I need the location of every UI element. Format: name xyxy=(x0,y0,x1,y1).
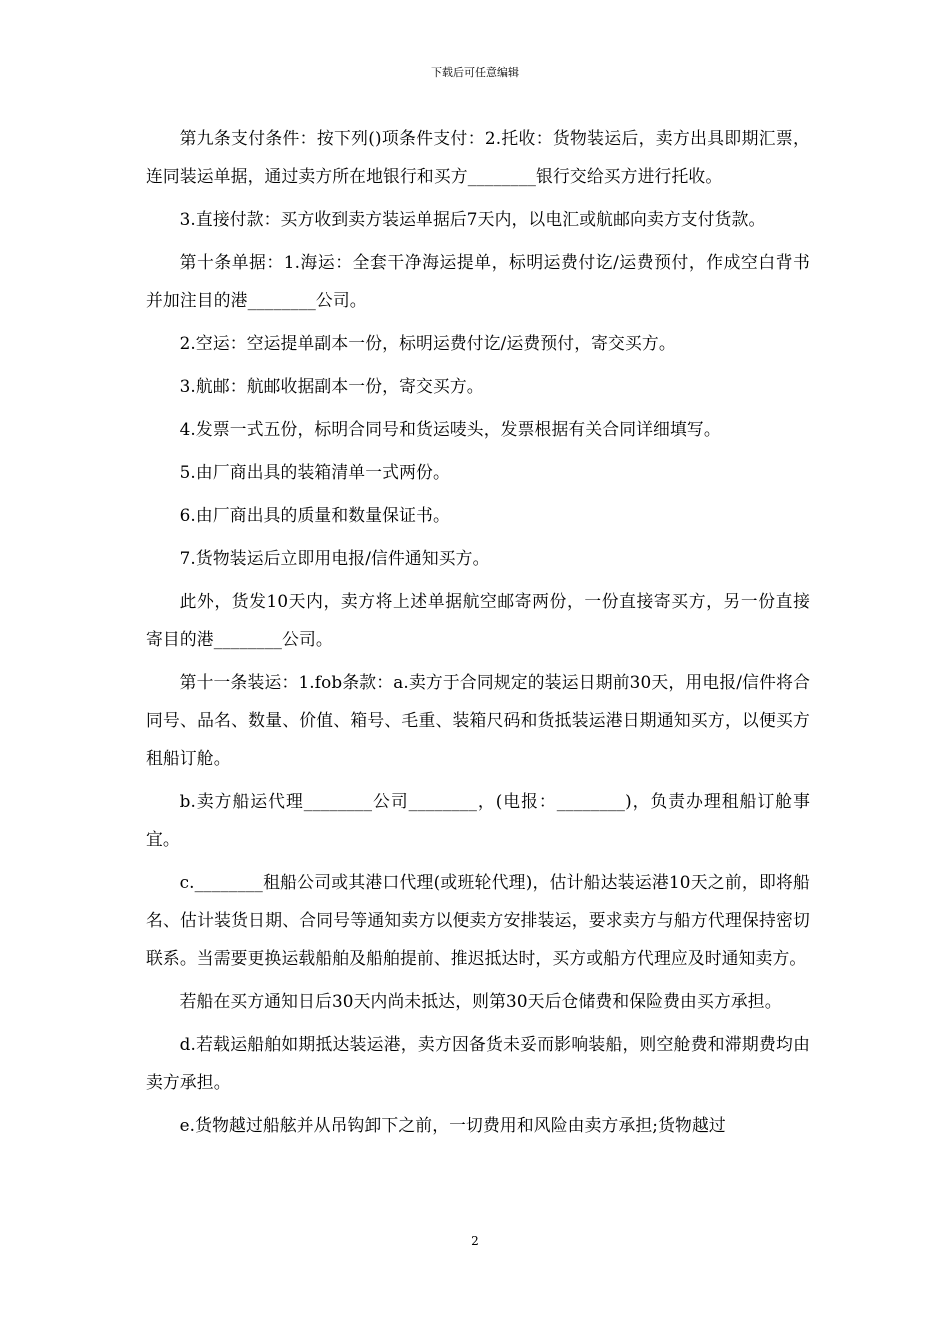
paragraph-article-11-shipment: 第十一条装运：1.fob条款：a.卖方于合同规定的装运日期前30天，用电报/信件将合同号、品名、数量、价值、箱号、毛重、装箱尺码和货抵装运港日期通知买方，以便买方租船订舱。 xyxy=(146,672,810,768)
page-header: 下载后可任意编辑 xyxy=(431,66,519,79)
paragraph-dead-freight: d.若载运船舶如期抵达装运港，卖方因备货未妥而影响装船，则空舱费和滞期费均由卖方承担。 xyxy=(146,1034,810,1092)
paragraph-packing-list: 5.由厂商出具的装箱清单一式两份。 xyxy=(179,462,450,482)
paragraph-article-9-collection: 第九条支付条件：按下列()项条件支付：2.托收：货物装运后，卖方出具即期汇票，连同装运单据，通过卖方所在地银行和买方________银行交给买方进行托收。 xyxy=(146,128,810,186)
paragraph-shipping-agent: b.卖方船运代理________公司________，(电报：________)，负责办理租船订舱事宜。 xyxy=(146,791,810,849)
paragraph-document-mailing: 此外，货发10天内，卖方将上述单据航空邮寄两份，一份直接寄买方，另一份直接寄目的港________公司。 xyxy=(146,591,810,649)
paragraph-vessel-delay: 若船在买方通知日后30天内尚未抵达，则第30天后仓储费和保险费由买方承担。 xyxy=(179,991,782,1011)
page-number: 2 xyxy=(471,1234,479,1248)
paragraph-risk-transfer: e.货物越过船舷并从吊钩卸下之前，一切费用和风险由卖方承担;货物越过 xyxy=(179,1115,726,1135)
document-body xyxy=(146,119,810,1149)
paragraph-invoice: 4.发票一式五份，标明合同号和货运唛头，发票根据有关合同详细填写。 xyxy=(179,419,721,439)
paragraph-direct-payment: 3.直接付款：买方收到卖方装运单据后7天内，以电汇或航邮向卖方支付货款。 xyxy=(179,209,766,229)
paragraph-shipment-notice: 7.货物装运后立即用电报/信件通知买方。 xyxy=(179,548,490,568)
paragraph-chartering-company: c.________租船公司或其港口代理(或班轮代理)，估计船达装运港10天之前，即将船名、估计装货日期、合同号等通知卖方以便卖方安排装运，要求卖方与船方代理保持密切联系。当需要更换运载船舶及船舶提前、推迟抵达时，买方或船方代理应及时通知卖方。 xyxy=(146,872,810,968)
paragraph-air-mail: 3.航邮：航邮收据副本一份，寄交买方。 xyxy=(179,376,484,396)
paragraph-article-10-sea-transport: 第十条单据：1.海运：全套干净海运提单，标明运费付讫/运费预付，作成空白背书并加注目的港________公司。 xyxy=(146,252,810,310)
paragraph-air-transport: 2.空运：空运提单副本一份，标明运费付讫/运费预付，寄交买方。 xyxy=(179,333,676,353)
paragraph-quality-certificate: 6.由厂商出具的质量和数量保证书。 xyxy=(179,505,450,525)
